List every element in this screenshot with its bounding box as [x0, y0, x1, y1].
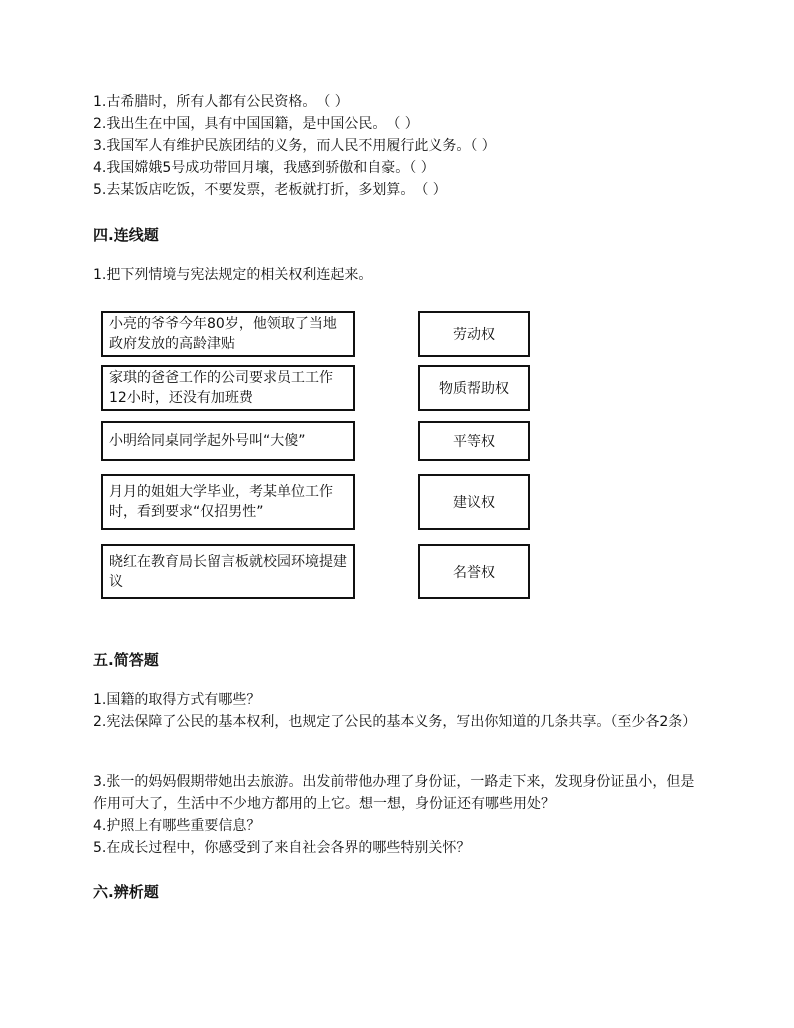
situation-text-3: 小明给同桌同学起外号叫“大傻”: [109, 433, 306, 449]
judgment-item-5: 5.去某饭店吃饭，不要发票，老板就打折，多划算。 （ ）: [93, 182, 447, 198]
situation-box-4: [101, 474, 355, 530]
situation-box-5: [101, 544, 355, 599]
right-box-2: [418, 365, 530, 411]
short-answer-heading: 五.简答题: [93, 651, 159, 669]
judgment-item-1: 1.古希腊时，所有人都有公民资格。 （ ）: [93, 94, 349, 110]
situation-text-1: 小亮的爷爷今年80岁，他领取了当地政府发放的高龄津贴: [109, 316, 337, 352]
short-answer-q3: 3.张一的妈妈假期带她出去旅游。出发前带他办理了身份证，一路走下来，发现身份证虽小，但是作用可大了，生活中不少地方都用的上它。想一想，身份证还有哪些用处？: [93, 774, 695, 812]
right-box-3: [418, 421, 530, 461]
judgment-item-4: 4.我国嫦娥5号成功带回月壤，我感到骄傲和自豪。（ ）: [93, 160, 435, 176]
right-box-4: [418, 474, 530, 530]
judgment-item-3: 3.我国军人有维护民族团结的义务，而人民不用履行此义务。（ ）: [93, 138, 496, 154]
matching-instruction: 1.把下列情境与宪法规定的相关权利连起来。: [93, 267, 373, 283]
right-label-4: 建议权: [453, 495, 495, 511]
judgment-item-2: 2.我出生在中国，具有中国国籍，是中国公民。 （ ）: [93, 116, 419, 132]
situation-box-1: [101, 311, 355, 357]
matching-heading: 四.连线题: [93, 226, 159, 244]
analysis-heading: 六.辨析题: [93, 883, 159, 901]
short-answer-q4: 4.护照上有哪些重要信息？: [93, 818, 261, 834]
situation-text-4: 月月的姐姐大学毕业，考某单位工作时，看到要求“仅招男性”: [109, 484, 333, 520]
situation-box-2: [101, 365, 355, 411]
short-answer-q2: 2.宪法保障了公民的基本权利，也规定了公民的基本义务，写出你知道的几条共享。（至少各2条）: [93, 714, 697, 730]
right-label-3: 平等权: [453, 434, 495, 450]
right-label-2: 物质帮助权: [439, 381, 509, 397]
right-label-1: 劳动权: [453, 327, 495, 343]
right-box-5: [418, 544, 530, 599]
right-box-1: [418, 311, 530, 357]
situation-text-5: 晓红在教育局长留言板就校园环境提建议: [109, 553, 347, 590]
situation-text-2: 家琪的爸爸工作的公司要求员工工作12小时，还没有加班费: [109, 370, 333, 406]
situation-box-3: [101, 421, 355, 461]
short-answer-q1: 1.国籍的取得方式有哪些？: [93, 692, 261, 708]
short-answer-q5: 5.在成长过程中，你感受到了来自社会各界的哪些特别关怀？: [93, 840, 471, 856]
right-label-5: 名誉权: [453, 564, 495, 581]
